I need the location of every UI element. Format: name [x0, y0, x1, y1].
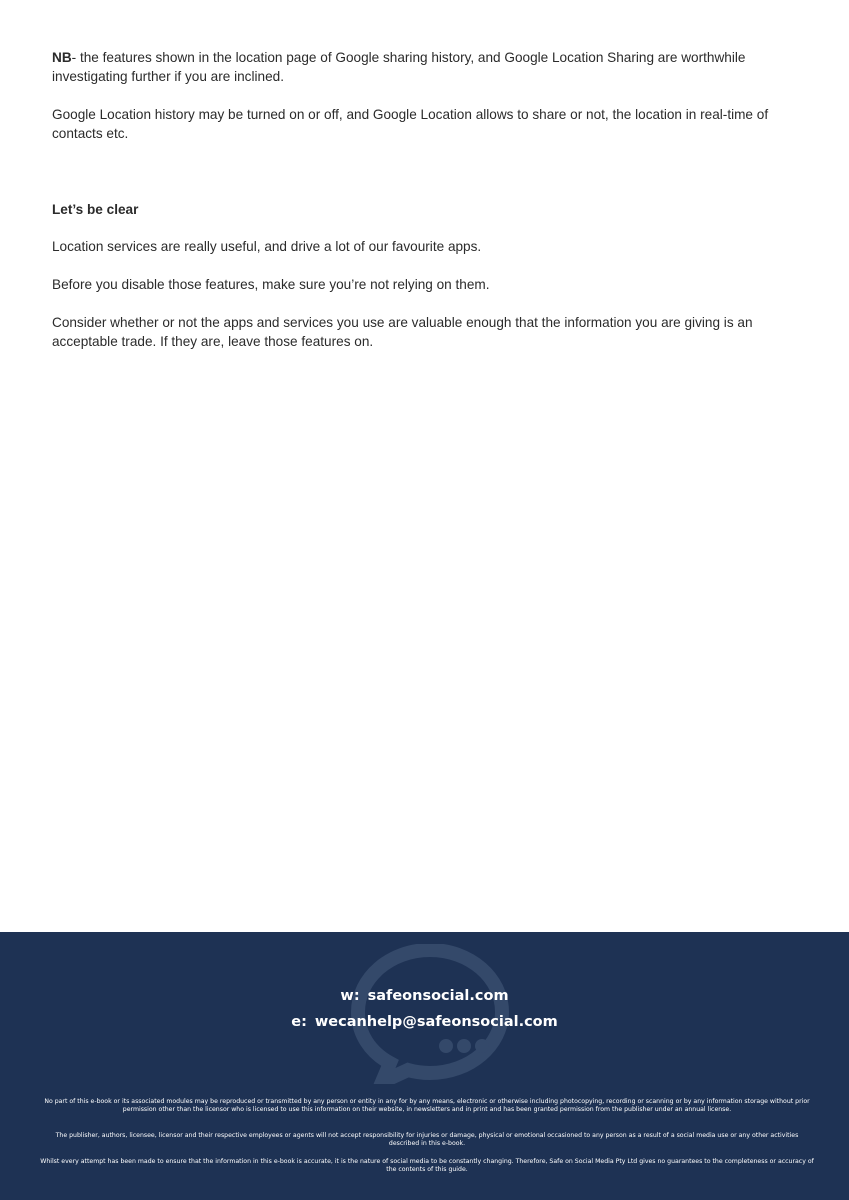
website-line	[0, 987, 849, 1005]
disable-features-paragraph: Before you disable those features, make sure you’re not relying on them.	[52, 277, 490, 292]
website-label: w:	[340, 988, 360, 1004]
email-label: e:	[291, 1014, 307, 1030]
location-services-paragraph: Location services are really useful, and drive a lot of our favourite apps.	[52, 239, 482, 254]
email-link[interactable]: wecanhelp@safeonsocial.com	[314, 1014, 558, 1030]
consider-paragraph: Consider whether or not the apps and services you use are valuable enough that the information you are giving is an acceptable trade. If they are, leave those features on.	[52, 315, 753, 349]
nb-label: NB	[52, 50, 72, 65]
page-content	[52, 48, 802, 370]
footer	[0, 932, 849, 1200]
location-history-paragraph: Google Location history may be turned on or off, and Google Location allows to share or not, the location in real-time of contacts etc.	[52, 107, 769, 141]
legal-accuracy: Whilst every attempt has been made to ensure that the information in this e-book is accurate, it is the nature of social media to be constantly changing. Therefore, Safe on Social Media Pty Ltd gives no guarantees to the completeness or accuracy of the contents of this guide.	[40, 1158, 814, 1173]
email-line	[0, 1013, 849, 1031]
website-link[interactable]: safeonsocial.com	[367, 988, 509, 1004]
legal-liability: The publisher, authors, licensee, licensor and their respective employees or agents will not accept responsibility for injuries or damage, physical or emotional occasioned to any person as a result of a social media use or any other activities described in this e-book.	[55, 1132, 799, 1147]
legal-copyright: No part of this e-book or its associated modules may be reproduced or transmitted by any person or entity in any for by any means, electronic or otherwise including photocopying, recording or scanning or by any information storage without prior permission other than the licensor who is licensed to use this information on their website, in newsletters and in print and has been granted permission from the publisher under an annual license.	[44, 1098, 810, 1113]
nb-paragraph	[52, 48, 802, 86]
nb-text: - the features shown in the location page of Google sharing history, and Google Location Sharing are worthwhile investigating further if you are inclined.	[52, 50, 746, 84]
section-heading: Let’s be clear	[52, 202, 139, 217]
